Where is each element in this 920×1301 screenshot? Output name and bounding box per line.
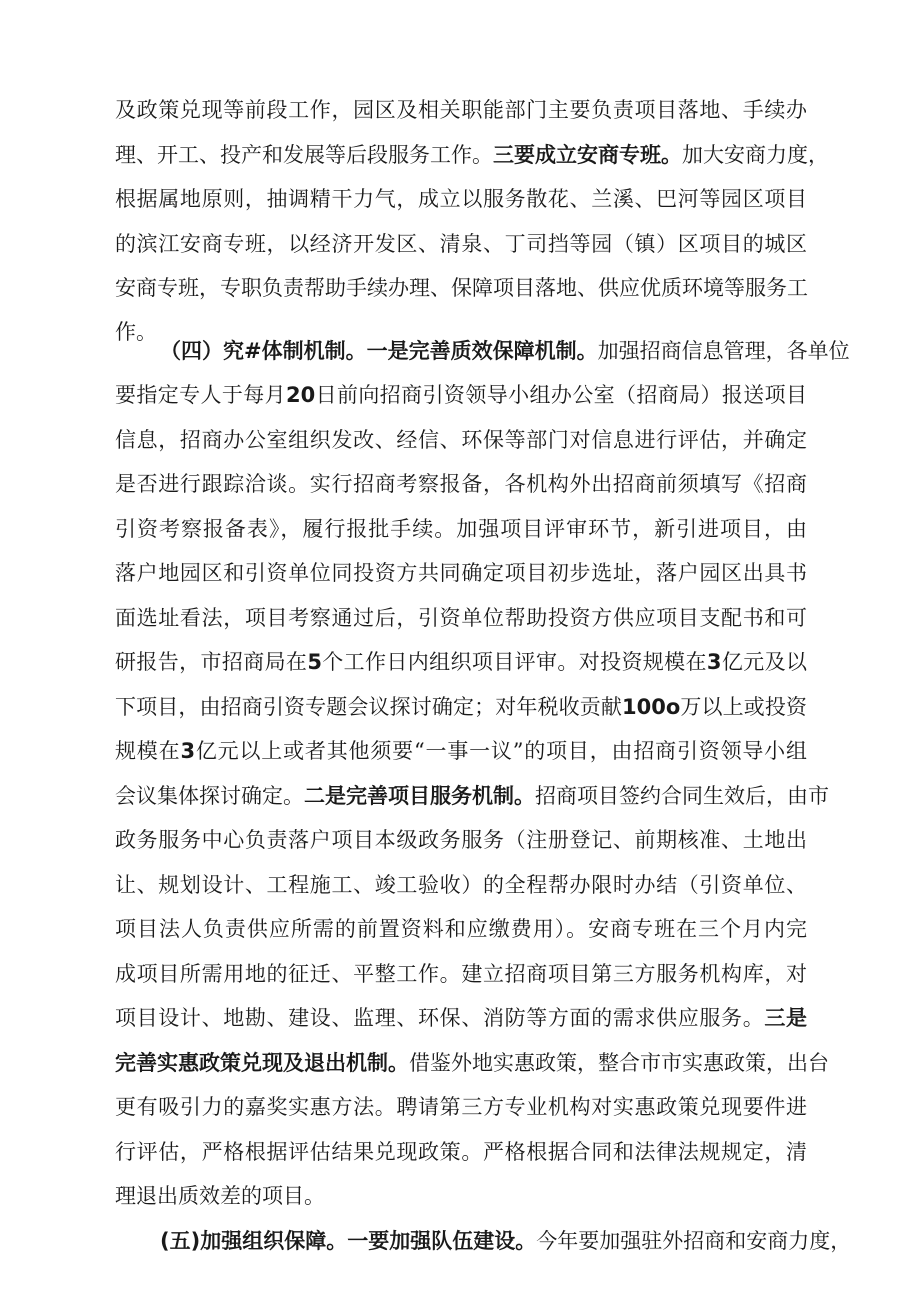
bold-text-segment: 三要成立安商专班。 (493, 143, 682, 167)
text-line (115, 776, 829, 816)
text-segment: 让、规划设计、工程施工、竣工验收）的全程帮办限时办结（引资单位、 (115, 873, 807, 897)
text-segment: 是否进行跟踪洽谈。实行招商考察报备，各机构外出招商前须填写《招商 (115, 472, 807, 496)
text-segment: 安商专班，专职负责帮助手续办理、保障项目落地、供应优质环境等服务工 (115, 276, 808, 300)
bold-text-segment: 3 (180, 739, 196, 763)
bold-text-segment: 二是完善项目服务机制。 (304, 784, 535, 808)
text-line (160, 331, 850, 371)
text-segment: 根据属地原则，抽调精干力气，成立以服务散花、兰溪、巴河等园区项目 (115, 187, 807, 211)
bold-text-segment: (五)加强组织保障。一要加强队伍建设。 (160, 1229, 537, 1253)
text-line (115, 687, 807, 727)
text-segment: 及政策兑现等前段工作，园区及相关职能部门主要负责项目落地、手续办 (115, 98, 807, 122)
text-segment: 政务服务中心负责落户项目本级政务服务（注册登记、前期核准、土地出 (115, 828, 807, 852)
text-line (115, 1043, 829, 1083)
text-line (115, 598, 807, 638)
text-line (115, 1132, 807, 1172)
text-line (115, 420, 807, 460)
bold-text-segment: 3 (706, 650, 722, 674)
text-line (115, 1176, 807, 1216)
text-line (115, 179, 807, 219)
text-segment: 理、开工、投产和发展等后段服务工作。 (115, 143, 493, 167)
bold-text-segment: 5 (307, 650, 322, 674)
text-segment: 研报告，市招商局在 (115, 650, 308, 674)
text-line (160, 1221, 852, 1261)
text-segment: 规模在 (115, 739, 181, 763)
text-segment: 下项目，由招商引资专题会议探讨确定；对年税收贡献 (115, 695, 622, 719)
text-segment: 亿元及以 (721, 650, 808, 674)
bold-text-segment: （四）究#体制机制。一是完善质效保障机制。 (160, 339, 598, 363)
text-line (115, 135, 829, 175)
bold-text-segment: 20 (286, 383, 316, 407)
text-line (115, 509, 807, 549)
text-segment: 更有吸引力的嘉奖实惠方法。聘请第三方专业机构对实惠政策兑现要件进 (115, 1095, 807, 1119)
text-line (115, 909, 807, 949)
text-segment: 招商项目签约合同生效后，由市 (535, 784, 829, 808)
text-segment: 加大安商力度， (682, 143, 829, 167)
text-line (115, 464, 807, 504)
text-segment: 个工作日内组织项目评审。对投资规模在 (321, 650, 707, 674)
text-segment: 理退出质效差的项目。 (115, 1184, 325, 1208)
text-line (115, 998, 807, 1038)
text-segment: 的滨江安商专班，以经济开发区、清泉、丁司挡等园（镇）区项目的城区 (115, 232, 807, 256)
text-line (115, 553, 807, 593)
bold-text-segment: 完善实惠政策兑现及退出机制。 (115, 1051, 409, 1075)
text-segment: 要指定专人于每月 (115, 383, 287, 407)
text-segment: 信息，招商办公室组织发改、经信、环保等部门对信息进行评估，并确定 (115, 428, 807, 452)
text-segment: 亿元以上或者其他须要“一事一议”的项目，由招商引资领导小组 (195, 739, 807, 763)
text-line (115, 1087, 807, 1127)
text-segment: 行评估，严格根据评估结果兑现政策。严格根据合同和法律法规规定，清 (115, 1140, 807, 1164)
text-line (115, 820, 807, 860)
text-segment: 加强招商信息管理，各单位 (597, 339, 850, 363)
text-line (115, 90, 807, 130)
bold-text-segment: 100o (622, 695, 681, 719)
text-segment: 落户地园区和引资单位同投资方共同确定项目初步选址，落户园区出具书 (115, 561, 807, 585)
text-segment: 日前向招商引资领导小组办公室（招商局）报送项目 (315, 383, 808, 407)
text-segment: 借鉴外地实惠政策，整合市市实惠政策，出台 (409, 1051, 829, 1075)
text-segment: 引资考察报备表》，履行报批手续。加强项目评审环节，新引进项目，由 (115, 517, 807, 541)
text-segment: 面选址看法，项目考察通过后，引资单位帮助投资方供应项目支配书和可 (115, 606, 807, 630)
text-segment: 项目设计、地勘、建设、监理、环保、消防等方面的需求供应服务。 (115, 1006, 765, 1030)
text-line (115, 268, 807, 308)
text-line (115, 954, 807, 994)
text-segment: 成项目所需用地的征迁、平整工作。建立招商项目第三方服务机构库，对 (115, 962, 807, 986)
bold-text-segment: 三是 (764, 1006, 808, 1030)
text-line (115, 865, 807, 905)
text-line (115, 731, 807, 771)
text-segment: 今年要加强驻外招商和安商力度， (536, 1229, 852, 1253)
text-segment: 作。 (115, 320, 157, 344)
text-line (115, 642, 807, 682)
text-segment: 万以上或投资 (680, 695, 808, 719)
text-line (115, 224, 807, 264)
text-segment: 会议集体探讨确定。 (115, 784, 304, 808)
text-segment: 项目法人负责供应所需的前置资料和应缴费用）。安商专班在三个月内完 (115, 917, 807, 941)
text-line (115, 375, 807, 415)
